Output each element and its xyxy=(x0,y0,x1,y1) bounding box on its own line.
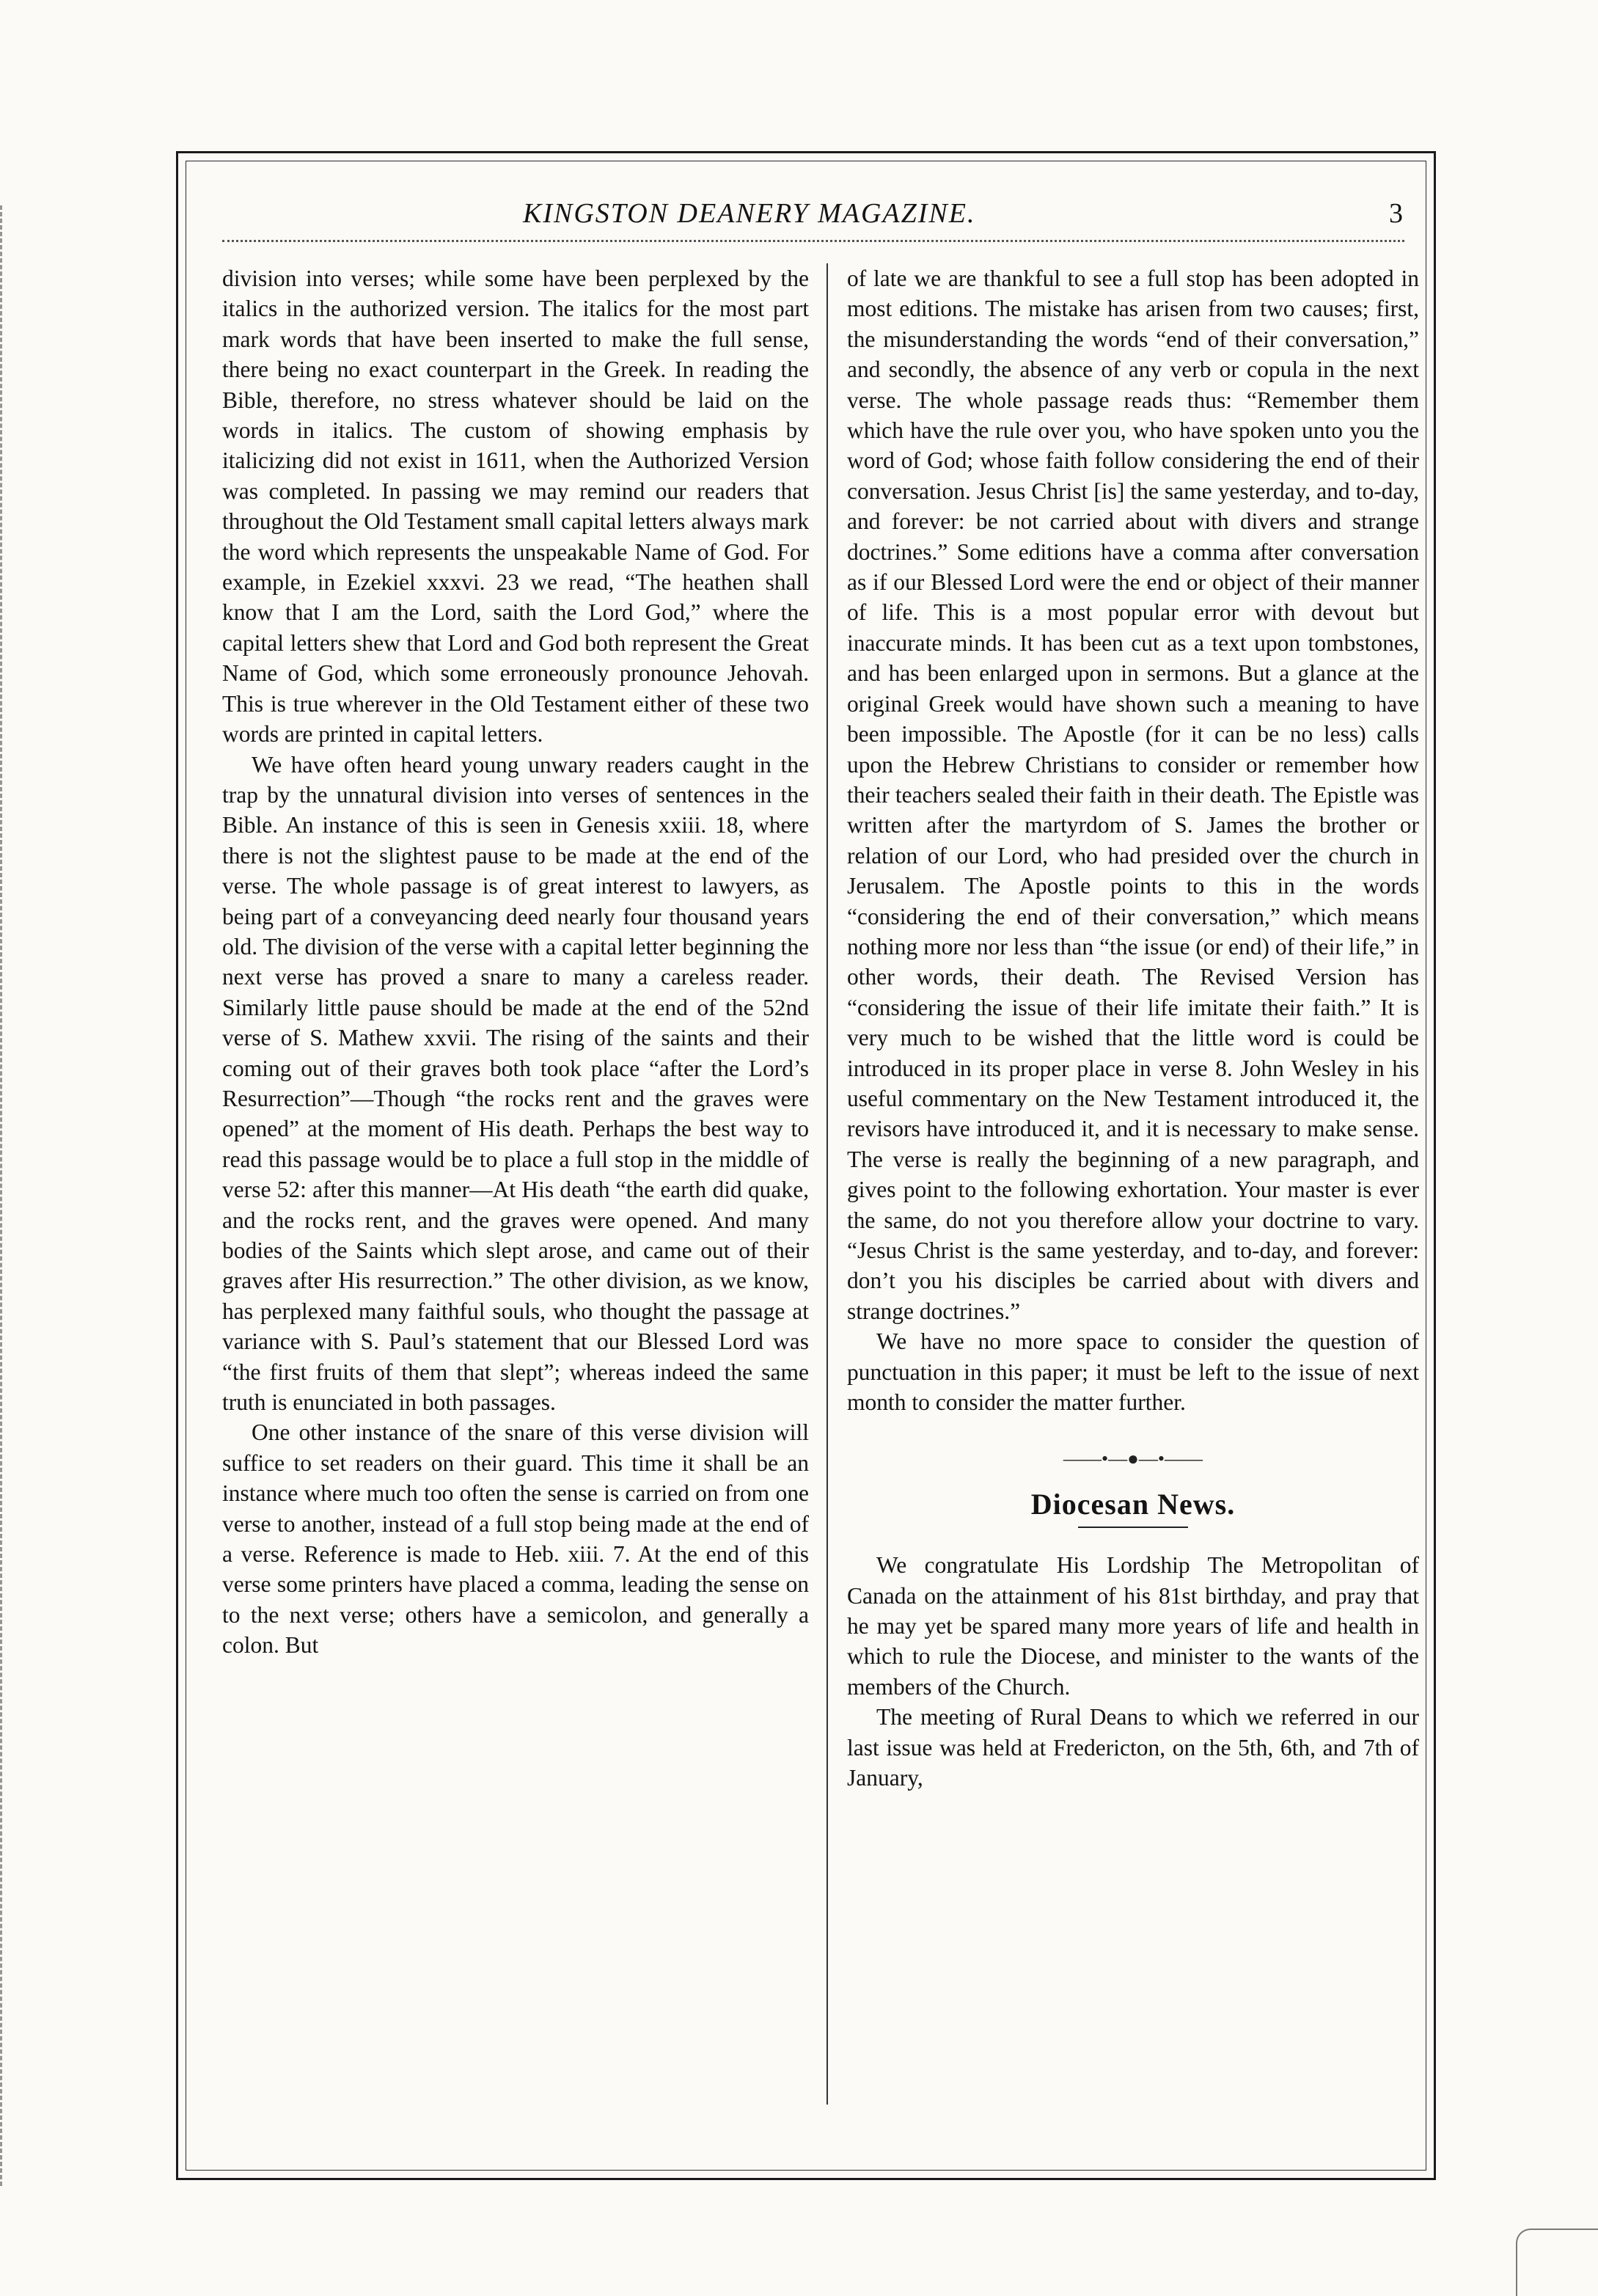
section-title-rule xyxy=(1078,1527,1188,1528)
section-title: Diocesan News. xyxy=(1030,1487,1236,1521)
news-paragraph-1: We congratulate His Lordship The Metropolitan of Canada on the attainment of his 81st birthday, and pray that he may yet be spared many more years of life and health in which to rule the Diocese, and minister to the wants of the members of the Church. xyxy=(847,1552,1419,1700)
right-column xyxy=(847,263,1419,1794)
left-paragraph-3: One other instance of the snare of this verse division will suffice to set readers on their guard. This time it shall be an instance where much too often the sense is carried on from one verse to another, instead of a full stop being made at the end of a verse. Reference is made to Heb. xiii. 7. At the end of this verse some printers have placed a comma, leading the sense on to the next verse; others have a semicolon, and generally a colon. But xyxy=(222,1419,809,1659)
page-number: 3 xyxy=(1389,198,1404,229)
left-column xyxy=(222,263,809,1661)
right-paragraph-2: We have no more space to consider the question of punctuation in this paper; it must be left to the issue of next month to consider the matter further. xyxy=(847,1328,1419,1416)
header-rule xyxy=(222,240,1404,242)
column-divider xyxy=(827,263,828,2105)
scan-corner-mark xyxy=(1516,2229,1598,2296)
running-head xyxy=(222,197,1404,241)
scan-edge-marks xyxy=(0,205,32,2186)
magazine-title: KINGSTON DEANERY MAGAZINE. xyxy=(523,198,976,229)
left-paragraph-2: We have often heard young unwary readers caught in the trap by the unnatural division into verses of sentences in the Bible. An instance of this is seen in Genesis xxiii. 18, where there is not the slightest pause to be made at the end of the verse. The whole passage is of great interest to lawyers, as being part of a conveyancing deed nearly four thousand years old. The division of the verse with a capital letter beginning the next verse has proved a snare to many a careless reader. Similarly little pause should be made at the end of the 52nd verse of S. Mathew xxvii. The rising of the saints and their coming out of their graves both took place “after the Lord’s Resurrection”—Though “the rocks rent and the graves were opened” at the moment of His death. Perhaps the best way to read this passage would be to place a full stop in the middle of verse 52: after this manner—At His death “the earth did quake, and the rocks rent, and the graves were opened. And many bodies of the Saints which slept arose, and came out of their graves after His resurrection.” The other division, as we know, has perplexed many faithful souls, who thought the passage at variance with S. Paul’s statement that our Blessed Lord was “the first fruits of them that slept”; whereas indeed the same truth is enunciated in both passages. xyxy=(222,751,809,1416)
right-paragraph-1: of late we are thankful to see a full stop has been adopted in most editions. The mistake has arisen from two causes; first, the misunderstanding the words “end of their conversation,” and secondly, the absence of any verb or copula in the next verse. The whole passage reads thus: “Remember them which have the rule over you, who have spoken unto you the word of God; whose faith follow considering the end of their conversation. Jesus Christ [is] the same yesterday, and to-day, and forever: be not carried about with divers and strange doctrines.” Some editions have a comma after conversation as if our Blessed Lord were the end or object of their manner of life. This is a most popular error with devout but inaccurate minds. It has been cut as a text upon tombstones, and has been enlarged upon in sermons. But a glance at the original Greek would have shown such a meaning to have been impossible. The Apostle (for it can be no less) calls upon the Hebrew Christians to consider or remember how their teachers sealed their faith in their death. The Epistle was written after the martyrdom of S. James the brother or relation of our Lord, who had presided over the church in Jerusalem. The Apostle points to this in the words “considering the end of their conversation,” which means nothing more nor less than “the issue (or end) of their life,” in other words, their death. The Revised Version has “considering the issue of their life imitate their faith.” It is very much to be wished that the little word is could be introduced in its proper place in verse 8. John Wesley in his useful commentary on the New Testament introduced it, the revisors have introduced it, and it is necessary to make sense. The verse is really the beginning of a new paragraph, and gives point to the following exhortation. Your master is ever the same, do not you therefore allow your doctrine to vary. “Jesus Christ is the same yesterday, and to-day, and forever: don’t you his disciples be carried about with divers and strange doctrines.” xyxy=(847,266,1419,1324)
page-frame xyxy=(176,151,1436,2180)
left-paragraph-1: division into verses; while some have been perplexed by the italics in the authorized version. The italics for the most part mark words that have been inserted to make the full sense, there being no exact counterpart in the Greek. In reading the Bible, therefore, no stress whatever should be laid on the words in italics. The custom of showing emphasis by italicizing did not exist in 1611, when the Authorized Version was completed. In passing we may remind our readers that throughout the Old Testament small capital letters always mark the word which represents the unspeakable Name of God. For example, in Ezekiel xxxvi. 23 we read, “The heathen shall know that I am the Lord, saith the Lord God,” where the capital letters shew that Lord and God both represent the Great Name of God, which some erroneously pronounce Jehovah. This is true wherever in the Old Testament either of these two words are printed in capital letters. xyxy=(222,266,809,747)
section-ornament: ——•—●—•—— xyxy=(1063,1448,1203,1470)
news-paragraph-2: The meeting of Rural Deans to which we referred in our last issue was held at Fredericton, on the 5th, 6th, and 7th of January, xyxy=(847,1704,1419,1791)
